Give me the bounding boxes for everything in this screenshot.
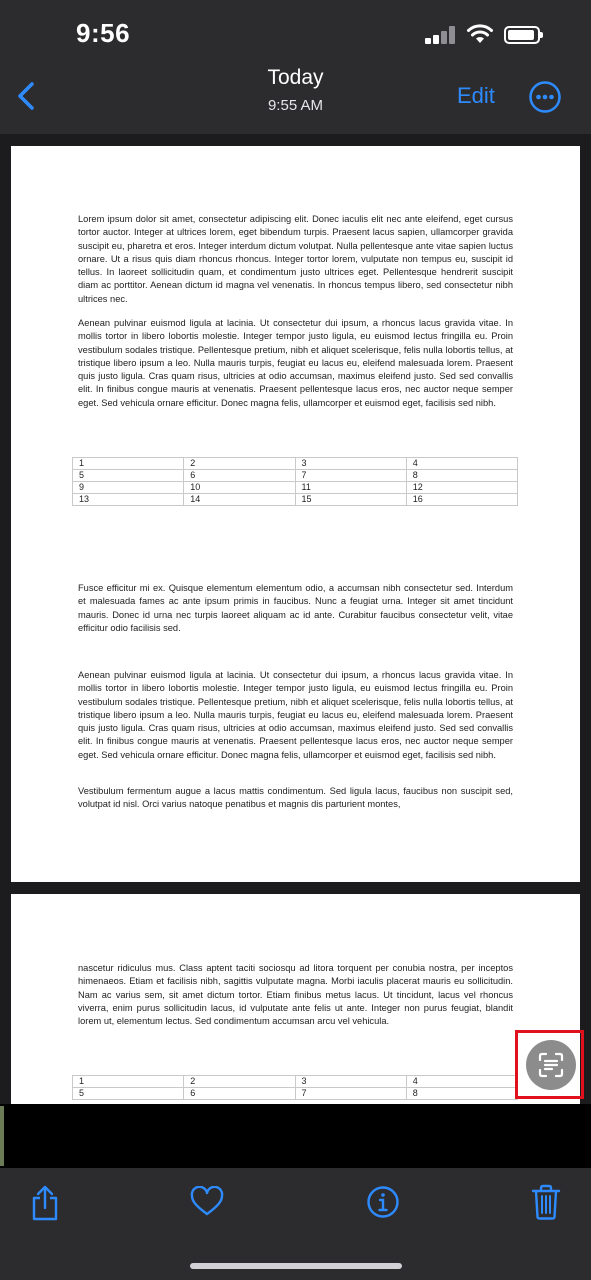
table-cell: 7 xyxy=(295,470,406,482)
thumbnail[interactable] xyxy=(0,1106,4,1166)
info-icon[interactable] xyxy=(366,1185,400,1219)
bottom-toolbar xyxy=(0,1168,591,1280)
paragraph: Lorem ipsum dolor sit amet, consectetur adipiscing elit. Donec iaculis elit nec ante eleifend, eget cursus tortor auctor. Integer at ultrices lorem, eget bibendum turpis. Praesent lacus sapien, ullamcorper gravida suscipit eu, pharetra et eros. Integer interdum dictum volutpat. Nulla pellentesque ante vitae sapien luctus ornare. Ut a risus quis diam rhoncus rhoncus. Integer tortor lorem, vulputate non tempus eu, suscipit id tellus. In laoreet sollicitudin quam, et condimentum justo ultrices eget. Pellentesque hendrerit suscipit diam ac porttitor. Aenean dictum id magna vel venenatis. In rhoncus tempus libero, sed consectetur nibh ultrices nec. xyxy=(78,214,513,304)
table-cell: 8 xyxy=(406,470,517,482)
nav-title: Today xyxy=(267,66,324,89)
table-cell: 7 xyxy=(295,1088,406,1100)
wifi-icon xyxy=(466,22,494,44)
thumbnail-strip[interactable] xyxy=(0,1104,591,1168)
status-bar xyxy=(0,0,591,60)
table-cell: 11 xyxy=(295,482,406,494)
nav-subtitle: 9:55 AM xyxy=(267,97,324,114)
data-table xyxy=(72,1075,518,1100)
table-cell: 13 xyxy=(73,494,184,506)
table-cell: 16 xyxy=(406,494,517,506)
status-time: 9:56 xyxy=(76,18,131,48)
paragraph: Fusce efficitur mi ex. Quisque elementum elementum odio, a accumsan nibh consectetur sed. Interdum et malesuada fames ac ante ipsum primis in faucibus. Nunc a feugiat urna. Integer sit amet tincidunt mauris. Donec id urna nec turpis laoreet aliquam ac id ante. Curabitur faucibus consectetur velit, vitae efficitur odio facilisis sed. xyxy=(78,583,513,633)
table-cell: 15 xyxy=(295,494,406,506)
share-icon[interactable] xyxy=(30,1184,60,1222)
home-indicator xyxy=(190,1263,402,1269)
table-cell: 2 xyxy=(184,1076,295,1088)
table-cell: 5 xyxy=(73,1088,184,1100)
paragraph: Vestibulum fermentum augue a lacus mattis condimentum. Sed ligula lacus, faucibus non suscipit sed, volutpat id nisl. Orci varius natoque penatibus et magnis dis parturient montes, xyxy=(78,786,513,810)
favorite-heart-icon[interactable] xyxy=(190,1186,224,1218)
table-cell: 6 xyxy=(184,470,295,482)
document-page xyxy=(11,146,580,882)
table-row xyxy=(73,470,518,482)
nav-bar xyxy=(0,60,591,134)
paragraph: Aenean pulvinar euismod ligula at lacinia. Ut consectetur dui ipsum, a rhoncus lacus gravida vitae. In mollis tortor in libero lobortis molestie. Integer tempor justo ligula, eu euismod lectus fringilla eu. Proin vestibulum sodales tristique. Pellentesque pretium, nibh et aliquet scelerisque, felis nulla lobortis tellus, at tristique libero ipsum a leo. Nulla mauris turpis, feugiat eu lacus eu, eleifend malesuada lorem. Praesent quis justo ligula. Cras quam risus, ultricies at odio accumsan, maximus eleifend justo. Sed sed convallis elit. In finibus congue mauris at venenatis. Praesent pellentesque lacus eros, nec auctor neque semper eget. Sed vehicula ornare efficitur. Donec magna felis, ullamcorper et euismod eget, facilisis sed nibh. xyxy=(78,318,513,408)
table-cell: 1 xyxy=(73,458,184,470)
battery-icon xyxy=(504,26,540,44)
table-cell: 6 xyxy=(184,1088,295,1100)
table-cell: 5 xyxy=(73,470,184,482)
more-options-icon[interactable] xyxy=(528,80,562,114)
table-row xyxy=(73,458,518,470)
table-row xyxy=(73,482,518,494)
table-cell: 1 xyxy=(73,1076,184,1088)
table-cell: 8 xyxy=(406,1088,517,1100)
edit-button[interactable]: Edit xyxy=(457,83,495,108)
table-row xyxy=(73,494,518,506)
table-cell: 12 xyxy=(406,482,517,494)
paragraph: Aenean pulvinar euismod ligula at lacinia. Ut consectetur dui ipsum, a rhoncus lacus gravida vitae. In mollis tortor in libero lobortis molestie. Integer tempor justo ligula, eu euismod lectus fringilla eu. Proin vestibulum sodales tristique. Pellentesque pretium, nibh et aliquet scelerisque, felis nulla lobortis tellus, at tristique libero ipsum a leo. Nulla mauris turpis, feugiat eu lacus eu, eleifend malesuada lorem. Praesent quis justo ligula. Cras quam risus, ultricies at odio accumsan, maximus eleifend justo. Sed sed convallis elit. In finibus congue mauris at venenatis. Praesent pellentesque lacus eros, nec auctor neque semper eget. Sed vehicula ornare efficitur. Donec magna felis, ullamcorper et euismod eget, facilisis sed nibh. xyxy=(78,670,513,760)
table-cell: 10 xyxy=(184,482,295,494)
document-page xyxy=(11,894,580,1104)
highlight-box xyxy=(515,1030,584,1099)
cellular-signal-icon xyxy=(425,26,457,44)
document-viewer[interactable] xyxy=(0,134,591,1104)
table-cell: 3 xyxy=(295,1076,406,1088)
trash-icon[interactable] xyxy=(530,1184,562,1220)
table-cell: 4 xyxy=(406,458,517,470)
table-row xyxy=(73,1076,518,1088)
table-cell: 14 xyxy=(184,494,295,506)
table-cell: 2 xyxy=(184,458,295,470)
table-cell: 9 xyxy=(73,482,184,494)
data-table xyxy=(72,457,518,506)
paragraph: nascetur ridiculus mus. Class aptent taciti sociosqu ad litora torquent per conubia nostra, per inceptos himenaeos. Etiam et facilisis nibh, sagittis vulputate magna. Morbi iaculis placerat mauris eu sollicitudin. Nam ac varius sem, sit amet dictum tortor. Etiam finibus metus lacus. Ut tincidunt, lacus vel rhoncus viverra, enim purus sollicitudin lacus, id vulputate ante felis ut ante. Integer non purus feugiat, blandit lorem ut, elementum lectus. Sed condimentum accumsan arcu vel vehicula. xyxy=(78,963,513,1027)
table-row xyxy=(73,1088,518,1100)
table-cell: 3 xyxy=(295,458,406,470)
table-cell: 4 xyxy=(406,1076,517,1088)
